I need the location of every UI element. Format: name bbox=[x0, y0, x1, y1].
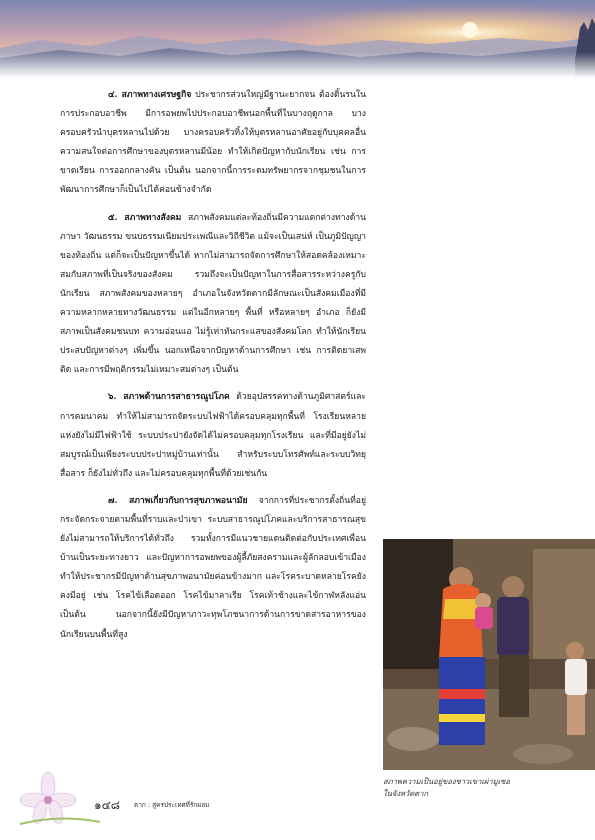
section-body: ประชากรส่วนใหญ่มีฐานะยากจน ต้องดิ้นรนในการประกอบอาชีพ มีการอพยพไปประกอบอาชีพนอกพื้นที่ในบางฤดูกาล บางครอบครัวนำบุตรหลานไปด้วย บางครอบครัวทิ้งให้บุตรหลานอาศัยอยู่กับบุคคลอื่น ความสนใจต่อการศึกษาของบุตรหลานมีน้อย ทำให้เกิดปัญหากับนักเรียน เช่น การขาดเรียน การออกกลางคัน เป็นต้น นอกจากนี้การระดมทรัพยากรจากชุมชนในการพัฒนาการศึกษาก็เป็นไปได้ค่อนข้างจำกัด bbox=[60, 90, 366, 196]
caption-line: สภาพความเป็นอยู่ของชาวเขาเผ่ามูเซอ bbox=[383, 777, 510, 786]
hilltribe-family-photo bbox=[383, 539, 595, 770]
section-health bbox=[60, 492, 366, 645]
page-number: ๑๔๘ bbox=[94, 798, 120, 812]
section-heading: ๗. สภาพเกี่ยวกับการสุขภาพอนามัย bbox=[108, 495, 248, 506]
header-banner-image bbox=[0, 0, 595, 78]
section-heading: ๖. สภาพด้านการสาธารณูปโภค bbox=[108, 392, 230, 403]
section-body: จากการที่ประชากรตั้งถิ่นที่อยู่กระจัดกระจายตามพื้นที่ราบและป่าเขา ระบบสาธารณูปโภคและบริการสาธารณสุขยังไม่สามารถให้บริการได้ทั่วถึง รวมทั้งการมีแนวชายแดนติดต่อกับประเทศเพื่อนบ้านเป็นระยะทางยาว และปัญหาการอพยพของผู้ลี้ภัยสงครามและผู้ลักลอบเข้าเมือง ทำให้ประชากรมีปัญหาด้านสุขภาพอนามัยค่อนข้างมาก และโรคระบาดหลายโรคยังคงมีอยู่ เช่น โรคไข้เลือดออก โรคไข้มาลาเรีย โรคเท้าช้างและไข้กาฬหลังแอ่น เป็นต้น นอกจากนี้ยังมีปัญหาภาวะทุพโภชนาการด้านการขาดสารอาหารของนักเรียนบนพื้นที่สูง bbox=[60, 495, 366, 640]
section-heading: ๔. สภาพทางเศรษฐกิจ bbox=[108, 90, 192, 100]
section-body: ด้วยอุปสรรคทางด้านภูมิศาสตร์และการคมนาคม ทำให้ไม่สามารถจัดระบบไฟฟ้าได้ครอบคลุมทุกพื้นที่ โรงเรียนหลายแห่งยังไม่มีไฟฟ้าใช้ ระบบประปายังจัดได้ไม่ครอบคลุมทุกโรงเรียน และที่มีอยู่ยังไม่สมบูรณ์เป็นเพียงระบบประปาหมู่บ้านเท่านั้น สำหรับระบบโทรศัพท์และระบบวิทยุสื่อสาร ก็ยังไม่ทั่วถึง และไม่ครอบคลุมทุกพื้นที่ด้วยเช่นกัน bbox=[60, 392, 367, 479]
footer-title: ตาก : สู่ครประเทศที่รักผลม bbox=[134, 801, 210, 809]
section-heading: ๕. สภาพทางสังคม bbox=[108, 212, 182, 223]
section-economic bbox=[60, 86, 366, 201]
section-utilities bbox=[60, 388, 366, 483]
section-body: สภาพสังคมแต่ละท้องถิ่นมีความแตกต่างทางด้านภาษา วัฒนธรรม ขนบธรรมเนียมประเพณีและวิถีชีวิต แม้จะเป็นเสน่ห์ เป็นภูมิปัญญาของท้องถิ่น แต่ก็จะเป็นปัญหาขึ้นได้ หากไม่สามารถจัดการศึกษาให้สอดคล้องเหมาะสมกับสภาพที่เป็นจริงของสังคม รวมถึงจะเป็นปัญหาในการสื่อสารระหว่างครูกับนักเรียน สภาพสังคมของหลายๆ อำเภอในจังหวัดตากมีลักษณะเป็นสังคมเมืองที่มีความหลากหลายทางวัฒนธรรม แต่ในอีกหลายๆ พื้นที่ หรือหลายๆ อำเภอ ก็ยังมีสภาพเป็นสังคมชนบท ความอ่อนแอ ไม่รู้เท่าทันกระแสของสังคมโลก ทำให้นักเรียนประสบปัญหาต่างๆ เพิ่มขึ้น นอกเหนือจากปัญหาด้านการศึกษา เช่น การติดยาเสพติด และการมีพฤติกรรมไม่เหมาะสมต่างๆ เป็นต้น bbox=[60, 212, 366, 376]
caption-line: ในจังหวัดตาก bbox=[383, 789, 429, 798]
sun bbox=[462, 22, 478, 38]
photo-caption bbox=[383, 776, 583, 800]
main-body-text bbox=[60, 86, 366, 653]
section-social bbox=[60, 209, 366, 381]
